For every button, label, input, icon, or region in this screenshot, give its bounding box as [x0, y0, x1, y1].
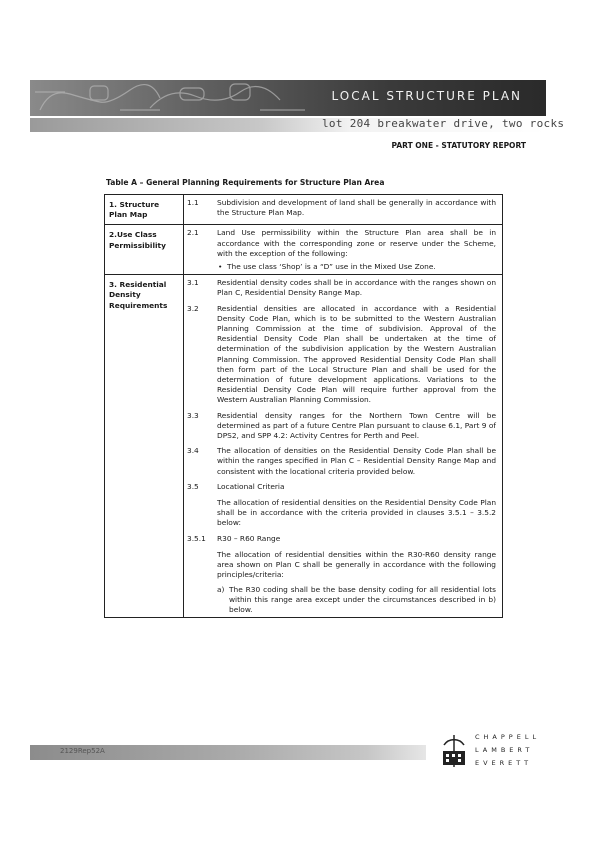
clause-number: 3.5.1 [187, 533, 206, 543]
logo-line: LAMBERT [475, 746, 534, 754]
clause-heading: Locational Criteria [217, 481, 285, 491]
company-logo-text [475, 731, 540, 770]
row-content [184, 275, 503, 618]
clause-heading: R30 – R60 Range [217, 533, 281, 543]
subtitle: lot 204 breakwater drive, two rocks [322, 117, 565, 130]
header-banner [30, 80, 546, 116]
table-row [105, 225, 503, 275]
table-title: Table A – General Planning Requirements for Structure Plan Area [106, 178, 385, 187]
clause-text: Subdivision and development of land shall be generally in accordance with the Structure Plan Map. [217, 198, 497, 218]
part-label: PART ONE - STATUTORY REPORT [391, 141, 526, 150]
clause [184, 195, 502, 220]
bullet-icon: • [218, 262, 223, 272]
clause-text: The allocation of densities on the Residential Density Code Plan shall be within the ranges specified in Plan C – Residential Density Range Map and consistent with the locational criteria provided below. [217, 446, 497, 476]
document-code: 2129Rep52A [60, 747, 105, 755]
row-label: 1. Structure Plan Map [105, 195, 184, 225]
clause-text: The allocation of residential densities within the R30-R60 density range area shown on Plan C shall be generally in accordance with the following principles/criteria: [217, 549, 497, 580]
logo-line: CHAPPELL [475, 733, 541, 741]
row-content [184, 225, 503, 275]
row-label: 3. Residential Density Requirements [105, 275, 184, 618]
clause-text: Residential density codes shall be in accordance with the ranges shown on Plan C, Residential Density Range Map. [217, 278, 497, 298]
clause-number: 3.2 [187, 303, 199, 313]
company-logo-icon [440, 733, 468, 769]
sub-item [217, 585, 496, 616]
clause [184, 301, 502, 408]
clause-text: Residential densities are allocated in accordance with a Residential Density Code Plan, which is to be submitted to the Western Australian Planning Commission at the time of subdivision. Approval of the Residential Density Code Plan shall be undertaken at the time of determination of the subdivision application by the Western Australian Planning Commission. The approved Residential Density Code Plan shall then form part of the Local Structure Plan and shall be used for the determination of future development applications. Variations to the Residential Density Code Plan will require further approval from the Western Australian Planning Commission. [217, 303, 497, 405]
clause-number: 3.5 [187, 481, 199, 491]
clause-text: Land Use permissibility within the Structure Plan area shall be in accordance with the corresponding zone or reserve under the Scheme, with the exception of the following: [217, 228, 497, 258]
sub-item-letter: a) [217, 584, 225, 594]
bullet-item [217, 262, 496, 272]
clause [184, 408, 502, 444]
clause [184, 479, 502, 531]
clause [184, 275, 502, 300]
clause-number: 3.3 [187, 410, 199, 420]
clause-number: 3.4 [187, 446, 199, 456]
table-row [105, 195, 503, 225]
clause [184, 443, 502, 479]
clause [184, 225, 502, 274]
clause-number: 3.1 [187, 278, 199, 288]
clause-text: Residential density ranges for the Northern Town Centre will be determined as part of a future Centre Plan pursuant to clause 6.1, Part 9 of DPS2, and SPP 4.2: Activity Centres for Perth and Peel. [217, 410, 497, 441]
bullet-text: The use class ‘Shop’ is a “D” use in the Mixed Use Zone. [227, 262, 436, 272]
table-row [105, 275, 503, 618]
sub-item-text: The R30 coding shall be the base density coding for all residential lots within this range area except under the circumstances described in b) below. [229, 584, 497, 614]
clause-number: 2.1 [187, 228, 199, 238]
banner-title: LOCAL STRUCTURE PLAN [331, 89, 522, 103]
requirements-table [104, 194, 503, 618]
logo-line: EVERETT [475, 759, 533, 767]
row-label: 2.Use Class Permissibility [105, 225, 184, 275]
banner-pattern-graphic [30, 80, 330, 116]
clause-text: The allocation of residential densities on the Residential Density Code Plan shall be in accordance with the criteria provided in clauses 3.5.1 – 3.5.2 below: [217, 498, 497, 528]
clause [184, 531, 502, 617]
row-content [184, 195, 503, 225]
clause-number: 1.1 [187, 198, 199, 207]
